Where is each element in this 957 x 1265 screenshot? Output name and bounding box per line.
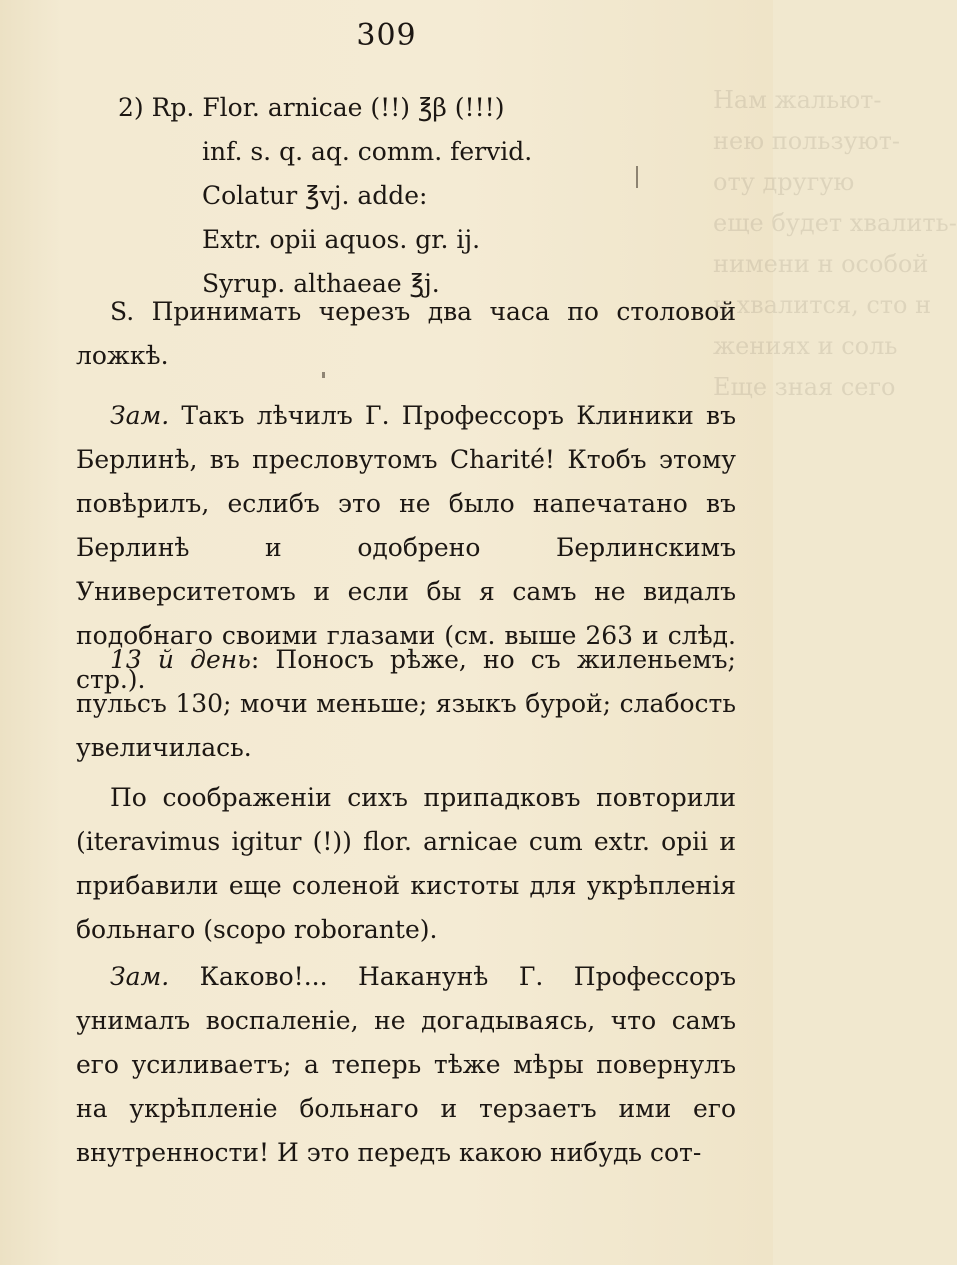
bleed-line: жениях и соль: [713, 332, 898, 360]
bleed-line: Еще зная сего: [713, 373, 896, 401]
treatment-text: По соображеніи сихъ припадковъ повторили (iteravimus igitur (!)) flor. arnicae cum extr. opii и прибавили еще соленой кистоты для укрѣпленія больнаго (scopo roborante).: [76, 783, 736, 944]
bleed-line: нею пользуют-: [713, 127, 900, 155]
prescription-line: Colatur ℥vj. adde:: [202, 181, 428, 210]
bleed-line: Нам жальют-: [713, 86, 882, 114]
ink-speck: [636, 166, 638, 188]
prescription-block: [118, 86, 532, 306]
day-lead: 13 й день: [110, 645, 251, 674]
prescription-line: 2) Rp. Flor. arnicae (!!) ℥β (!!!): [118, 93, 505, 122]
note-lead: Зам.: [110, 962, 170, 991]
note-lead: Зам.: [110, 401, 170, 430]
prescription-line: inf. s. q. aq. comm. fervid.: [202, 137, 533, 166]
day-text: [76, 638, 736, 770]
prescription-line: Syrup. althaeae ℥j.: [202, 269, 440, 298]
note-text: [76, 955, 736, 1175]
bleed-line: еще будет хвалить-: [713, 209, 957, 237]
day-body: : Поносъ рѣже, но съ жиленьемъ; пульсъ 130; мочи меньше; языкъ бурой; слабость увеличилась.: [76, 645, 736, 762]
note-paragraph-2: [76, 955, 736, 1175]
note-body: Каково!... Наканунѣ Г. Профессоръ унималъ воспаленіе, не догадываясь, что самъ его усиливаетъ; а теперь тѣже мѣры повернулъ на укрѣпленіе больнаго и терзаетъ ими его внутренности! И это передъ какою нибудь сот-: [76, 962, 736, 1167]
bleed-line: нимени н особой: [713, 250, 929, 278]
day-13-paragraph: [76, 638, 736, 770]
signa-text: S. Принимать черезъ два часа по столовой ложкѣ.: [76, 297, 736, 370]
bleed-line: оту другую: [713, 168, 855, 196]
signa-paragraph: [76, 290, 736, 378]
prescription-line: Extr. opii aquos. gr. ij.: [202, 225, 481, 254]
bleed-line: н хвалится, сто н: [713, 291, 932, 319]
ink-speck: [322, 372, 325, 378]
note-body: Такъ лѣчилъ Г. Профессоръ Клиники въ Берлинѣ, въ пресловутомъ Charité! Ктобъ этому повѣрилъ, еслибъ это не было напечатано въ Берлинѣ и одобрено Берлинскимъ Университетомъ и если бы я самъ не видалъ подобнаго своими глазами (см. выше 263 и слѣд. стр.).: [76, 401, 736, 694]
treatment-paragraph: [76, 776, 736, 952]
page-number: 309: [356, 18, 417, 53]
